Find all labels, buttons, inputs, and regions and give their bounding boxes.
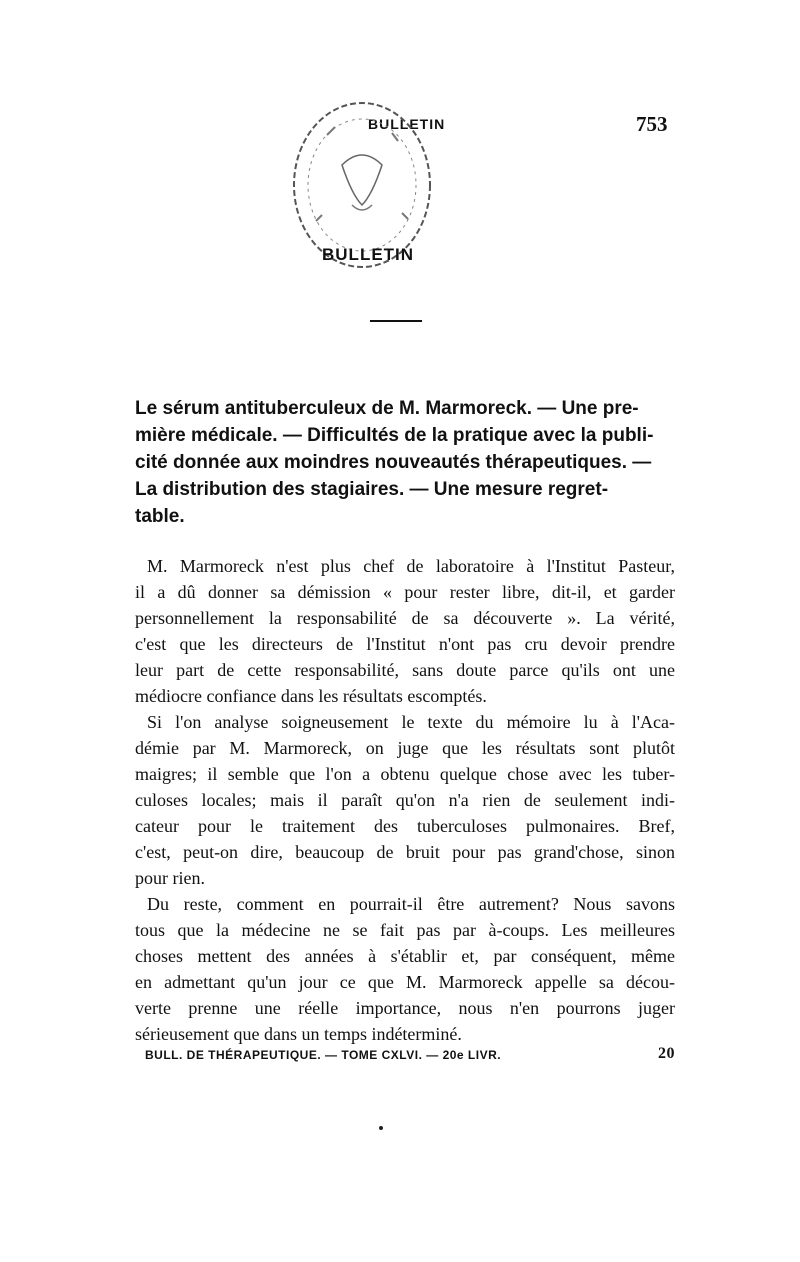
text-line: maigres; il semble que l'on a obtenu quelque chose avec les tuber- <box>135 764 675 784</box>
paragraph <box>135 709 675 891</box>
text-line: choses mettent des années à s'établir et, par conséquent, même <box>135 946 675 966</box>
text-line: c'est que les directeurs de l'Institut n'ont pas cru devoir prendre <box>135 634 675 654</box>
text-line: Du reste, comment en pourrait-il être autrement? Nous savons <box>147 894 675 914</box>
summary-line: cité donnée aux moindres nouveautés thérapeutiques. — <box>135 452 652 473</box>
text-line: tous que la médecine ne se fait pas par à-coups. Les meilleures <box>135 920 675 940</box>
text-line: pour rien. <box>135 868 205 888</box>
text-line: Si l'on analyse soigneusement le texte du mémoire lu à l'Aca- <box>147 712 675 732</box>
stamp-text: BULLETIN <box>322 245 415 264</box>
section-divider <box>370 320 422 322</box>
text-line: sérieusement que dans un temps indéterminé. <box>135 1024 462 1044</box>
text-line: leur part de cette responsabilité, sans doute parce qu'ils ont une <box>135 660 675 680</box>
text-line: cateur pour le traitement des tuberculoses pulmonaires. Bref, <box>135 816 675 836</box>
text-line: personnellement la responsabilité de sa découverte ». La vérité, <box>135 608 675 628</box>
text-line: en admettant qu'un jour ce que M. Marmoreck appelle sa décou- <box>135 972 675 992</box>
printer-mark <box>379 1126 383 1130</box>
summary-line: table. <box>135 506 185 527</box>
summary-line: Le sérum antituberculeux de M. Marmoreck. — Une pre- <box>135 398 639 419</box>
text-line: médiocre confiance dans les résultats escomptés. <box>135 686 487 706</box>
text-line: M. Marmoreck n'est plus chef de laboratoire à l'Institut Pasteur, <box>147 556 675 576</box>
article-body <box>135 553 675 1047</box>
paragraph <box>135 553 675 709</box>
summary-line: mière médicale. — Difficultés de la pratique avec la publi- <box>135 425 654 446</box>
footer-signature-number: 20 <box>658 1045 675 1062</box>
summary-line: La distribution des stagiaires. — Une mesure regret- <box>135 479 609 500</box>
text-line: culoses locales; mais il paraît qu'on n'a rien de seulement indi- <box>135 790 675 810</box>
paragraph <box>135 891 675 1047</box>
footer-citation: BULL. DE THÉRAPEUTIQUE. — TOME CXLVI. — 20e LIVR. <box>145 1048 502 1062</box>
text-line: c'est, peut-on dire, beaucoup de bruit pour pas grand'chose, sinon <box>135 842 675 862</box>
running-title: BULLETIN <box>368 116 446 132</box>
page-number: 753 <box>636 112 668 136</box>
section-summary <box>135 395 675 530</box>
text-line: verte prenne une réelle importance, nous n'en pourrons juger <box>135 998 675 1018</box>
text-line: il a dû donner sa démission « pour rester libre, dit-il, et garder <box>135 582 675 602</box>
page-footer <box>145 1045 675 1062</box>
library-stamp-icon <box>282 95 442 295</box>
text-line: démie par M. Marmoreck, on juge que les résultats sont plutôt <box>135 738 675 758</box>
